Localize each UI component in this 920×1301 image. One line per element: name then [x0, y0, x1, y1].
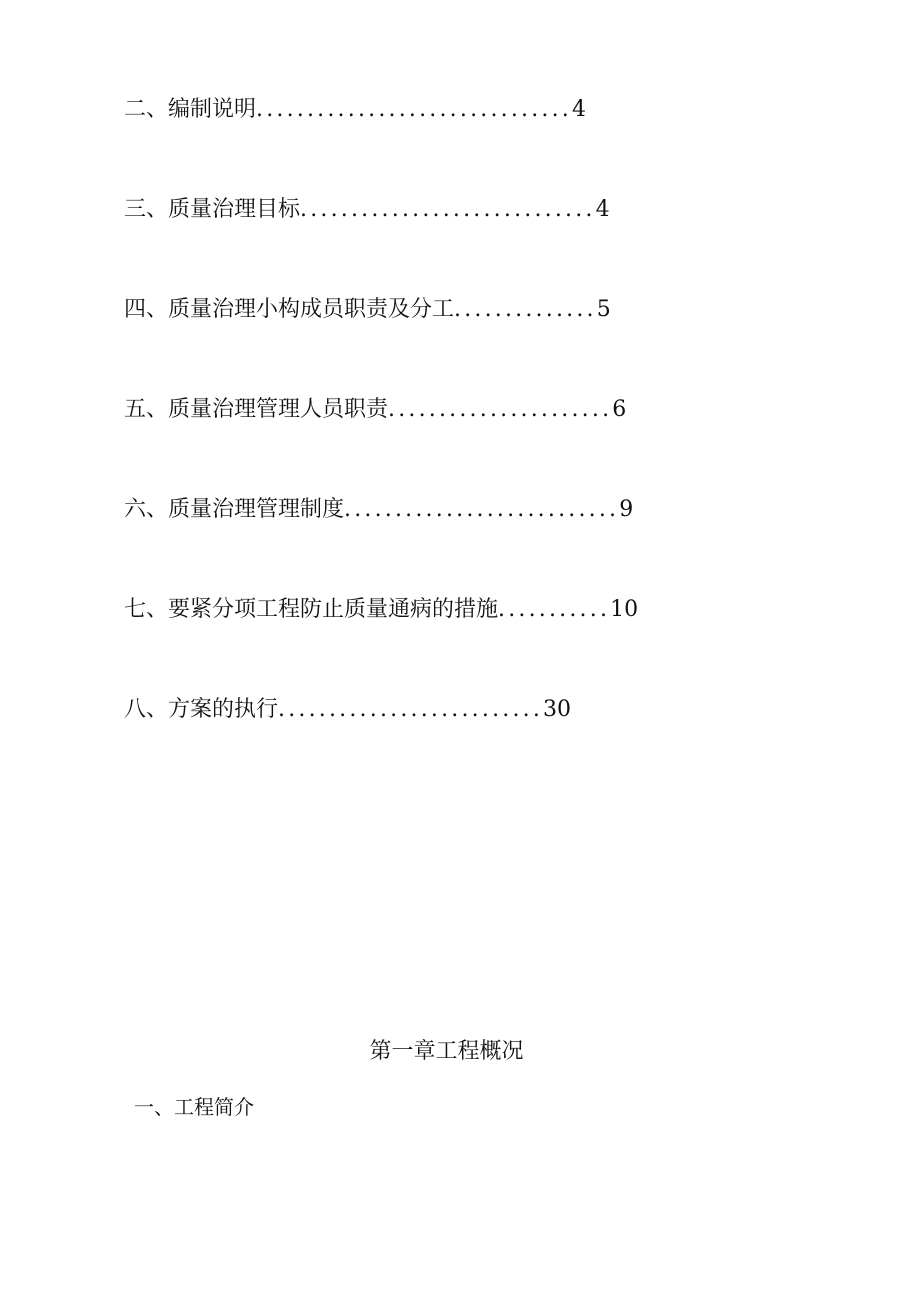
toc-entry-title: 五、质量治理管理人员职责 — [124, 397, 389, 422]
toc-entry-8[interactable] — [124, 696, 571, 724]
toc-entry-5[interactable] — [124, 396, 626, 424]
toc-entry-leader: ............................. — [300, 197, 596, 222]
toc-entry-leader: .............. — [454, 297, 597, 322]
toc-entry-page: 4 — [572, 97, 587, 122]
toc-entry-page: 4 — [595, 197, 610, 222]
toc-entry-title: 八、方案的执行 — [124, 697, 279, 722]
toc-entry-2[interactable] — [124, 96, 586, 124]
toc-entry-page: 30 — [543, 697, 572, 722]
toc-entry-7[interactable] — [124, 596, 638, 624]
toc-entry-3[interactable] — [124, 196, 610, 224]
toc-entry-title: 四、质量治理小构成员职责及分工 — [124, 297, 455, 322]
section-heading: 一、工程简介 — [134, 1095, 254, 1119]
toc-entry-leader: ........................... — [344, 497, 620, 522]
toc-entry-leader: .......................... — [278, 697, 544, 722]
toc-entry-leader: ........... — [498, 597, 611, 622]
toc-entry-title: 二、编制说明 — [124, 97, 257, 122]
toc-entry-page: 9 — [619, 497, 634, 522]
toc-entry-page: 10 — [610, 597, 639, 622]
toc-entry-4[interactable] — [124, 296, 611, 324]
toc-entry-6[interactable] — [124, 496, 633, 524]
toc-entry-page: 5 — [596, 297, 611, 322]
toc-entry-title: 七、要紧分项工程防止质量通病的措施 — [124, 597, 499, 622]
toc-entry-page: 6 — [612, 397, 627, 422]
chapter-title: 第一章工程概况 — [369, 1039, 524, 1064]
toc-entry-leader: ...................... — [388, 397, 613, 422]
toc-entry-leader: ............................... — [256, 97, 573, 122]
toc-entry-title: 六、质量治理管理制度 — [124, 497, 345, 522]
toc-entry-title: 三、质量治理目标 — [124, 197, 301, 222]
